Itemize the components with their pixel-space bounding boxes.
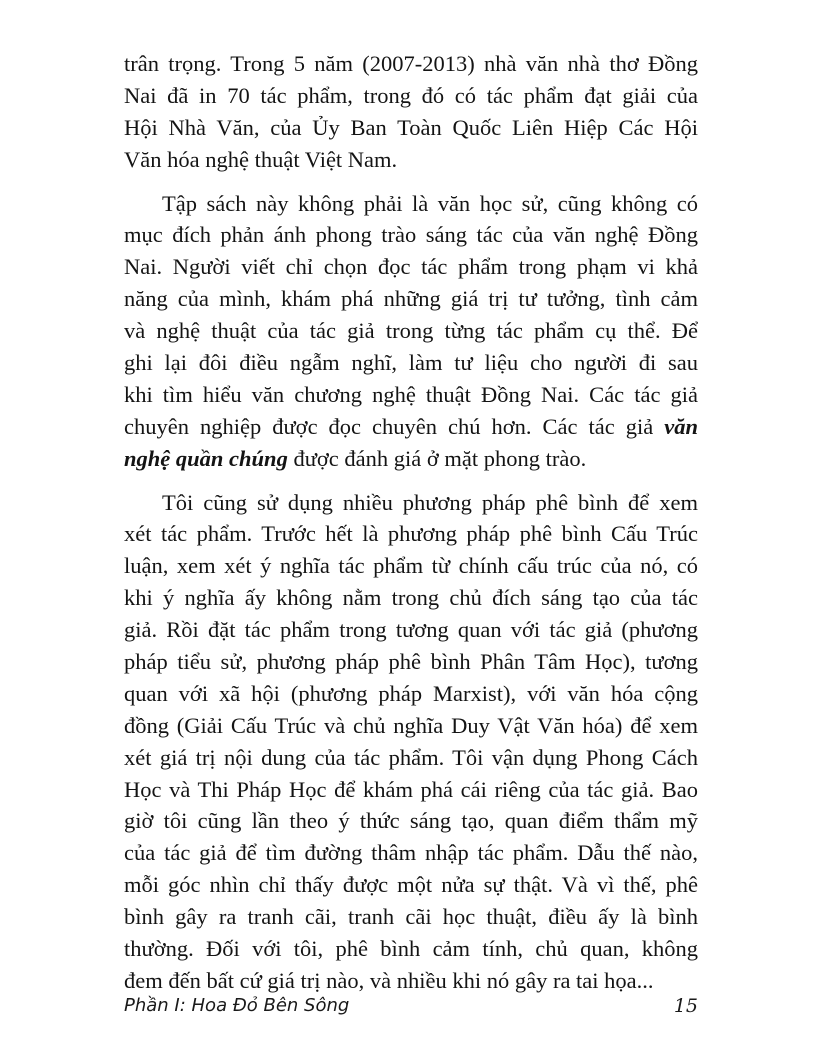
text-line: khi tìm hiểu văn chương nghệ thuật Đồng Nai. Các tác giả [124, 381, 698, 407]
body-text [124, 48, 698, 997]
text-line: xét giá trị nội dung của tác phẩm. Tôi vận dụng Phong Cách [124, 744, 698, 770]
text-line: thường. Đối với tôi, phê bình cảm tính, chủ quan, không [124, 936, 698, 962]
text-line: Hội Nhà Văn, của Ủy Ban Toàn Quốc Liên Hiệp Các Hội [124, 114, 698, 140]
text-line: trân trọng. Trong 5 năm (2007-2013) nhà văn nhà thơ Đồng [124, 51, 698, 76]
text-line: của tác giả để tìm đường thâm nhập tác phẩm. Dẫu thế nào, [124, 840, 698, 866]
text-line: và nghệ thuật của tác giả trong từng tác phẩm cụ thể. Để [124, 318, 698, 344]
text-line: quan với xã hội (phương pháp Marxist), với văn hóa cộng [124, 680, 698, 706]
page-number: 15 [673, 995, 698, 1017]
text-line: Học và Thi Pháp Học để khám phá cái riêng của tác giả. Bao [124, 776, 698, 802]
running-footer-title: Phần I: Hoa Đỏ Bên Sông [124, 995, 350, 1016]
text-line: bình gây ra tranh cãi, tranh cãi học thuật, điều ấy là bình [124, 904, 698, 930]
paragraph [124, 48, 698, 176]
text-line: giả. Rồi đặt tác phẩm trong tương quan với tác giả (phương [124, 617, 698, 643]
paragraph [124, 188, 698, 475]
text-run: được đánh giá ở mặt phong trào. [287, 445, 587, 471]
text-line: luận, xem xét ý nghĩa tác phẩm từ chính cấu trúc của nó, có [124, 553, 698, 579]
text-line: Tôi cũng sử dụng nhiều phương pháp phê bình để xem [162, 489, 698, 515]
text-line: đem đến bất cứ giá trị nào, và nhiều khi nó gây ra tai họa... [124, 967, 654, 993]
text-line: mục đích phản ánh phong trào sáng tác của văn nghệ Đồng [124, 222, 698, 248]
text-run: chuyên nghiệp được đọc chuyên chú hơn. Các tác giả [124, 413, 654, 439]
text-line: Nai. Người viết chỉ chọn đọc tác phẩm trong phạm vi khả [124, 254, 698, 280]
text-line: khi ý nghĩa ấy không nằm trong chủ đích sáng tạo của tác [124, 585, 698, 611]
text-line: xét tác phẩm. Trước hết là phương pháp phê bình Cấu Trúc [124, 521, 698, 547]
text-line: đồng (Giải Cấu Trúc và chủ nghĩa Duy Vật Văn hóa) để xem [124, 712, 698, 738]
emphasis-text: nghệ quần chúng [124, 445, 288, 471]
emphasis-text: văn [664, 413, 699, 439]
text-line: Tập sách này không phải là văn học sử, cũng không có [162, 190, 698, 216]
text-line: giờ tôi cũng lần theo ý thức sáng tạo, quan điểm thẩm mỹ [124, 808, 698, 834]
paragraph [124, 487, 698, 997]
text-line: mỗi góc nhìn chỉ thấy được một nửa sự thật. Và vì thế, phê [124, 872, 698, 898]
text-line: Nai đã in 70 tác phẩm, trong đó có tác phẩm đạt giải của [124, 82, 698, 108]
text-line-with-emphasis [124, 411, 698, 443]
text-line: năng của mình, khám phá những giá trị tư tưởng, tình cảm [124, 286, 698, 312]
text-line: Văn hóa nghệ thuật Việt Nam. [124, 146, 398, 172]
text-line: pháp tiểu sử, phương pháp phê bình Phân Tâm Học), tương [124, 649, 698, 675]
text-line-with-emphasis [124, 443, 698, 475]
text-line: ghi lại đôi điều ngẫm nghĩ, làm tư liệu cho người đi sau [124, 350, 698, 376]
